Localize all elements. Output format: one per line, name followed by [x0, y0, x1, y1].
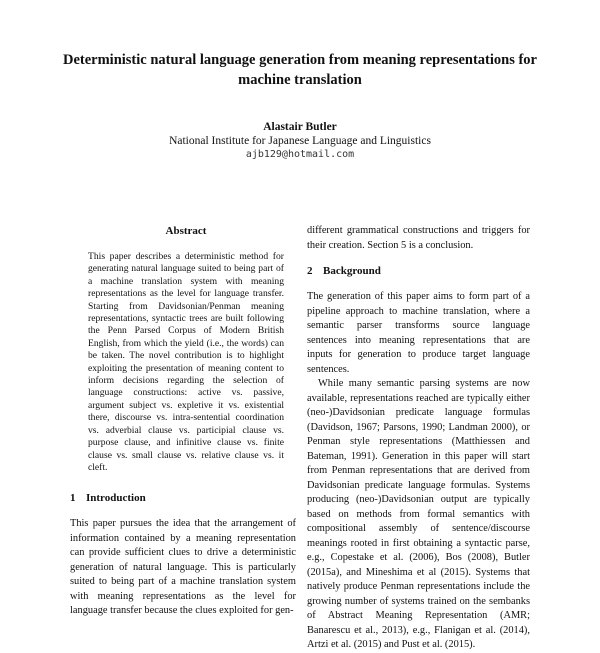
- section-1-heading: [70, 491, 146, 505]
- section-2-heading: [307, 264, 381, 278]
- section-1-title: Introduction: [86, 492, 146, 504]
- author-email: ajb129@hotmail.com: [245, 149, 355, 160]
- section-2-paragraph: The generation of this paper aims to form part of a pipeline approach to machine translation, where a semantic parser transforms source language sentences into meaning representations that are inputs for generation to produce target language sentences.: [307, 291, 530, 375]
- paper-title: Deterministic natural language generation from meaning representations for machine translation: [62, 52, 537, 88]
- author-affiliation: National Institute for Japanese Language and Linguistics: [169, 135, 431, 147]
- column-2-continuation: different grammatical constructions and triggers for their creation. Section 5 is a conclusion.: [307, 225, 530, 251]
- section-1-text: This paper pursues the idea that the arrangement of information contained by a meaning representation can provide sufficient clues to drive a deterministic generation of natural language. This is particularly suited to being part of a machine translation system with meaning representations as the level for language transfer because the clues exploited for gen-: [70, 518, 296, 616]
- abstract-text: This paper describes a deterministic method for generating natural language suited to being part of a machine translation system with meaning representations as the level for language transfer. Starting from Davidsonian/Penman meaning representations, syntactic trees are built following the Penn Parsed Corpus of Modern British English, from which the yield (i.e., the words) can be taken. The novel contribution is to highlight exploiting the presentation of meaning content to inform decisions regarding the selection of language constructions: active vs. passive, argument subject vs. expletive it vs. existential there, discourse vs. intra-sentential coordination vs. adverbial clause vs. participial clause vs. purpose clause, and infinitive clause vs. finite clause vs. small clause vs. relative clause vs. it cleft.: [88, 251, 284, 473]
- section-2-paragraph: While many semantic parsing systems are now available, representations reached are typically either (neo-)Davidsonian predicate language formulas (Davidson, 1967; Parsons, 1990; Landman 2000), or Penman style representations (Matthiessen and Bateman, 1991). Generation in this paper will start from Penman representations that are derived from Davidsonian predicate language formulas. Systems producing (neo-)Davidsonian output are typically based on methods from formal semantics with compositional assembly of sentence/discourse meanings rooted in first obtaining a syntactic parse, e.g., Copestake et al. (2006), Bos (2008), Butler (2015a), and Mineshima et al (2015). Systems that natively produce Penman representations include the growing number of systems trained on the sembanks of Abstract Meaning Representation (AMR; Banarescu et al., 2013), e.g., Flanigan et al. (2014), Artzi et al. (2015) and Pust et al. (2015).: [307, 378, 530, 650]
- section-2-title: Background: [323, 265, 381, 277]
- section-2-body: [307, 290, 530, 653]
- author-name: Alastair Butler: [263, 121, 337, 133]
- section-2-number: 2: [307, 265, 313, 277]
- abstract-heading: Abstract: [165, 225, 207, 237]
- section-1-number: 1: [70, 492, 76, 504]
